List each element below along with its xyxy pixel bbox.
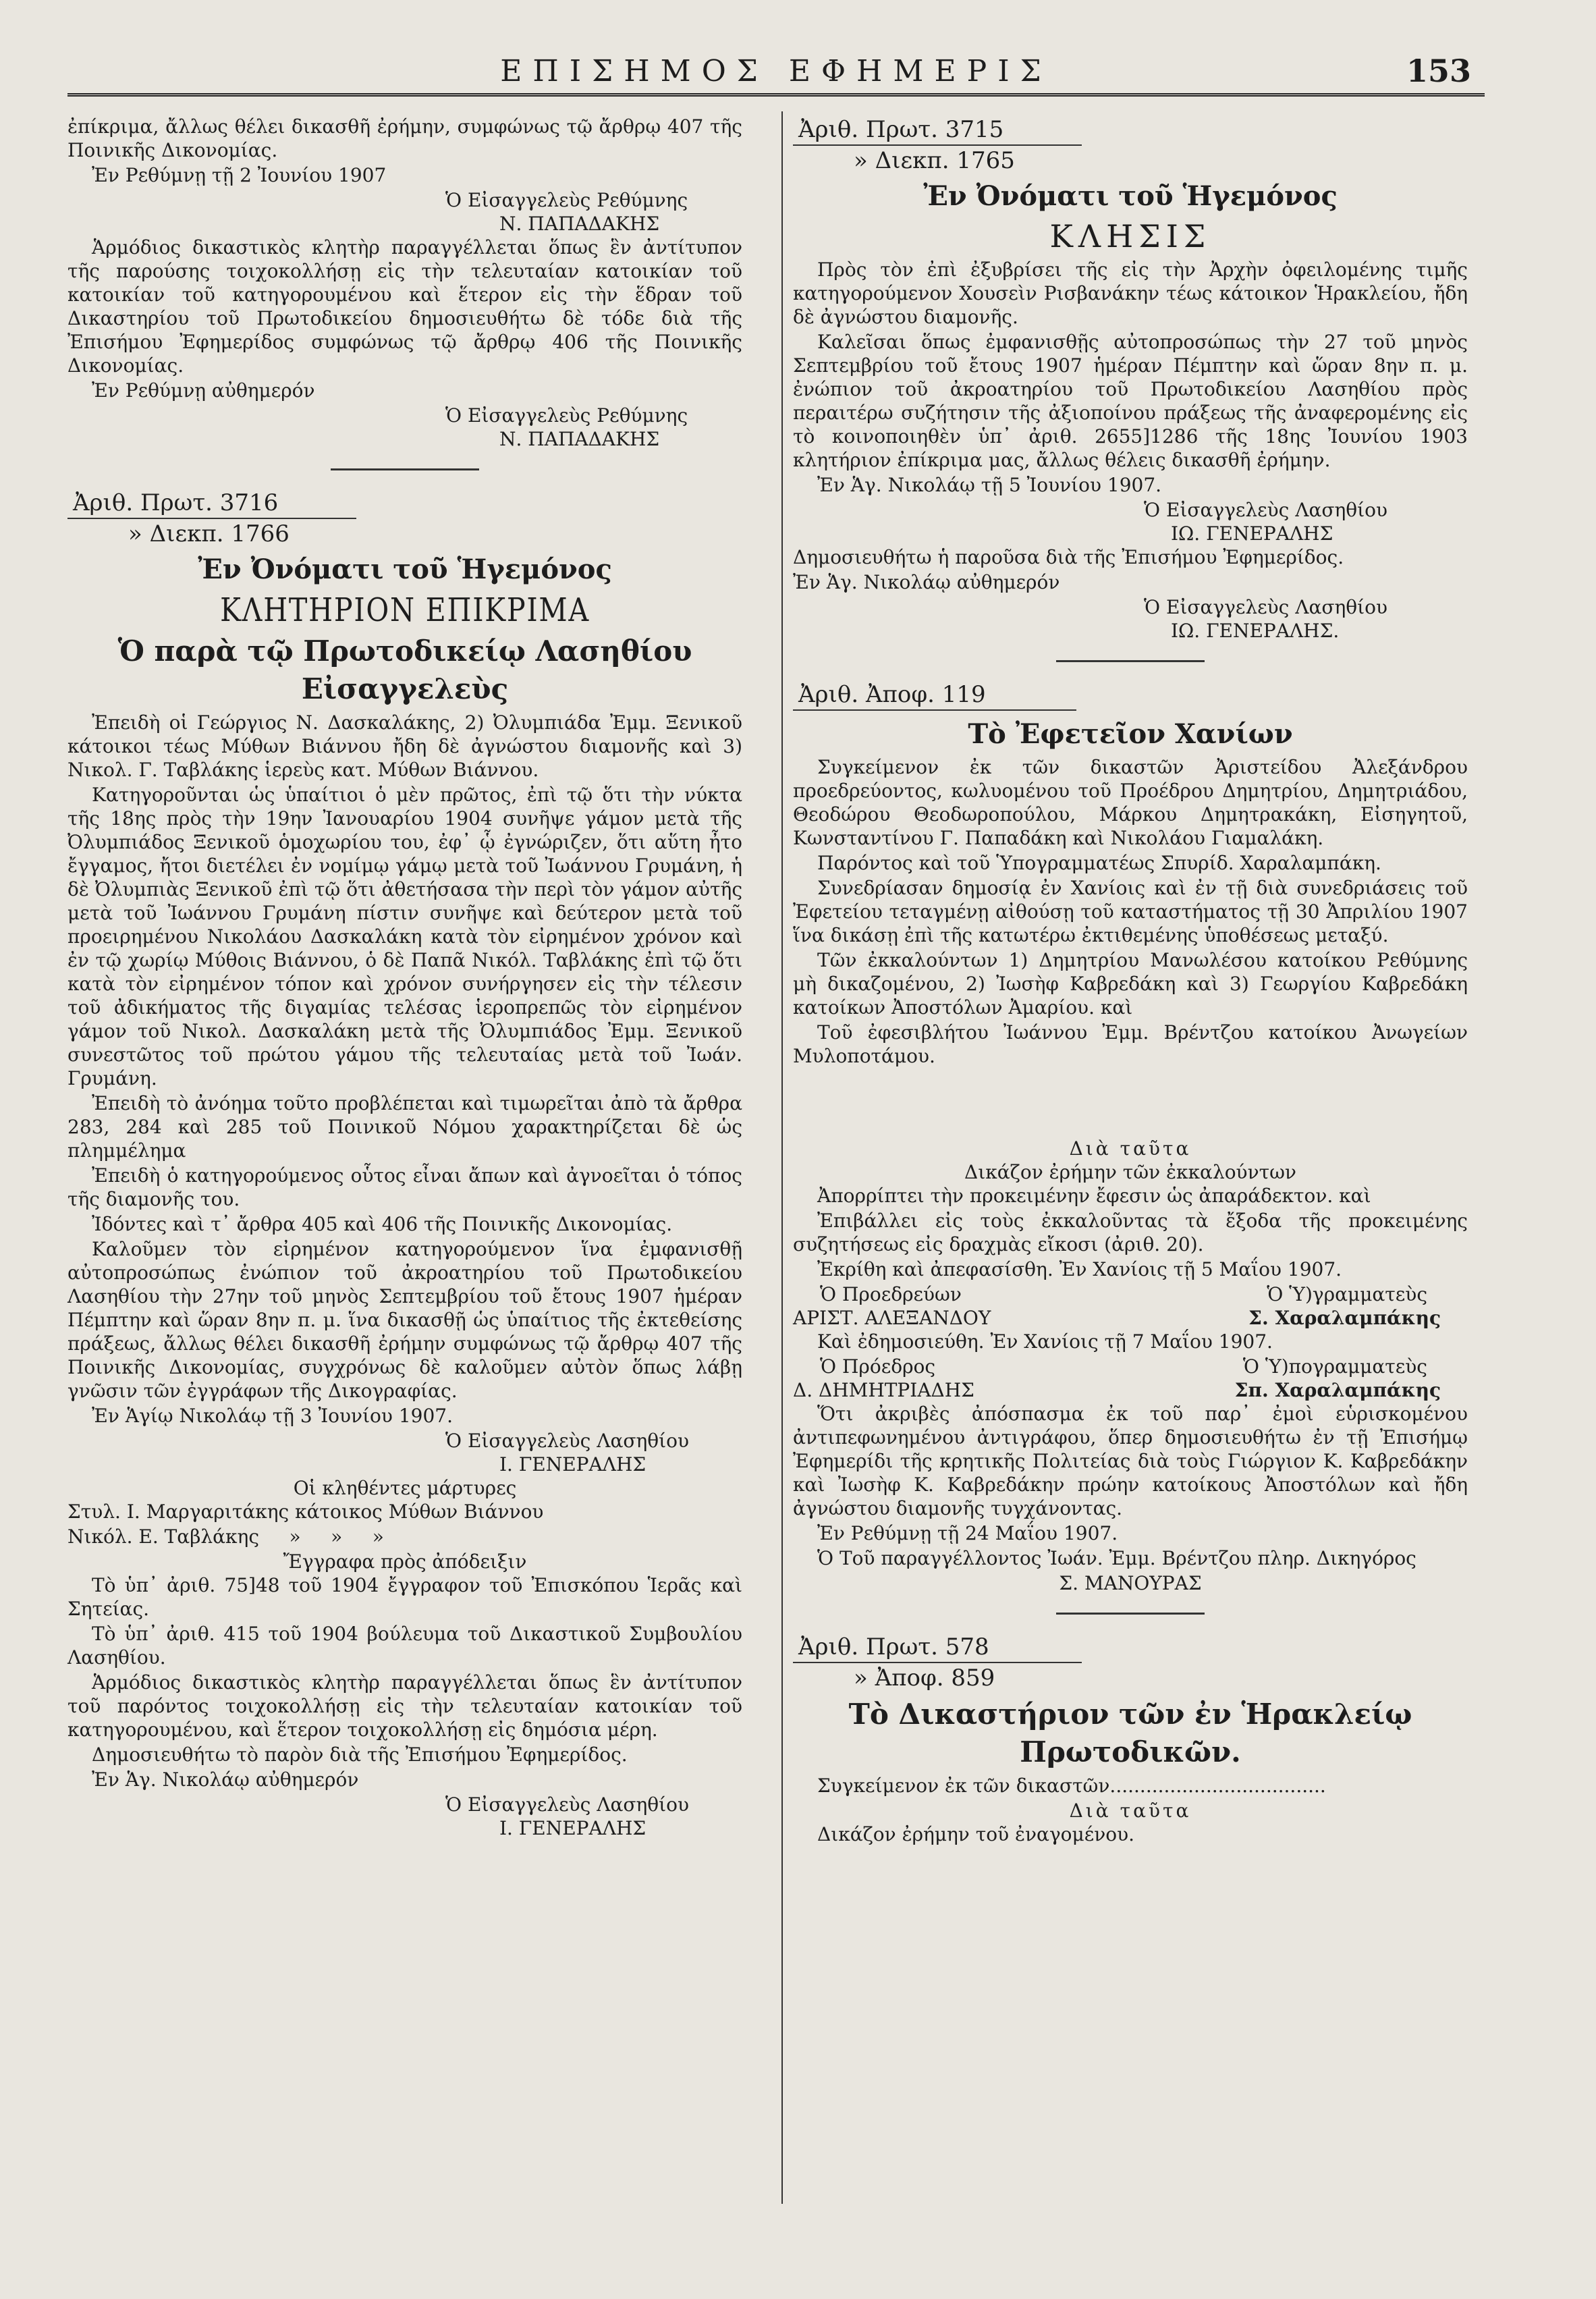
paragraph: Πρὸς τὸν ἐπὶ ἐξυβρίσει τῆς εἰς τὴν Ἀρχὴν ὀφειλομένης τιμῆς κατηγορούμενον Χουσεὶν Ρισβανάκην τέως κάτοικον Ἡρακλείου, ἤδη δὲ ἀγνώστου διαμονῆς.	[793, 259, 1468, 328]
paragraph: Ὅτι ἀκριβὲς ἀπόσπασμα ἐκ τοῦ παρ᾽ ἐμοὶ εὑρισκομένου ἀντιπεφωνημένου ἀντιγράφου, ὅπερ δημοσιευθήτω ἐν τῇ Ἐπισήμῳ Ἐφημερίδι τῆς κρητικῆς Πολιτείας διὰ τοὺς Γιώργιον Κ. Καβρεδάκην καὶ Ἰωσὴφ Κ. Καβρεδάκην πρώην κατοίκους Ἀποστόλων καὶ ἤδη ἀγνώστου διαμονῆς τυγχάνοντας.	[793, 1403, 1468, 1519]
signature-name: ΑΡΙΣΤ. ΑΛΕΞΑΝΔΟΥ	[793, 1307, 991, 1329]
court-heading: Τὸ Δικαστήριον τῶν ἐν Ἡρακλείῳ Πρωτοδικῶν.	[848, 1698, 1412, 1768]
protocol-number: Ἀριθ. Πρωτ. 3716	[67, 488, 356, 519]
paragraph: Ἐν Ἁγ. Νικολάῳ αὐθημερόν	[793, 571, 1060, 593]
paragraph: Συνεδρίασαν δημοσίᾳ ἐν Χανίοις καὶ ἐν τῇ διὰ συνεδριάσεις τοῦ Ἐφετείου τεταγμένῃ αἰθούσῃ τοῦ καταστήματος τῇ 30 Ἀπριλίου 1907 ἵνα δικάσῃ ἐπὶ τῆς κατωτέρω ἐκτιθεμένης ὑποθέσεως μεταξύ.	[793, 877, 1468, 946]
paragraph: Δημοσιευθήτω τὸ παρὸν διὰ τῆς Ἐπισήμου Ἐφημερίδος.	[92, 1743, 628, 1766]
paragraph: Παρόντος καὶ τοῦ Ὑπογραμματέως Σπυρίδ. Χαραλαμπάκη.	[817, 852, 1381, 874]
document-item: Τὸ ὑπ᾽ ἀριθ. 75]48 τοῦ 1904 ἔγγραφον τοῦ Ἐπισκόπου Ἱερᾶς καὶ Σητείας.	[67, 1574, 742, 1620]
signature-title: Ὁ Εἰσαγγελεὺς Λασηθίου	[445, 1430, 689, 1452]
signature-name: Σ. Χαραλαμπάκης	[1248, 1307, 1441, 1329]
paragraph: Ἐπειδὴ οἱ Γεώργιος Ν. Δασκαλάκης, 2) Ὀλυμπιάδα Ἐμμ. Ξενικοῦ κάτοικοι τέως Μύθων Βιάννου ἤδη δὲ ἀγνώστου διαμονῆς καὶ 3) Νικολ. Γ. Ταβλάκης ἱερεὺς κατ. Μύθων Βιάννου.	[67, 711, 742, 781]
paragraph: Ἰδόντες καὶ τ᾽ ἄρθρα 405 καὶ 406 τῆς Ποινικῆς Δικονομίας.	[92, 1213, 673, 1235]
documents-heading: Ἔγγραφα πρὸς ἀπόδειξιν	[283, 1550, 527, 1573]
page-title: ΕΠΙΣΗΜΟΣ ΕΦΗΜΕΡΙΣ	[500, 54, 1052, 88]
paragraph: Τοῦ ἐφεσιβλήτου Ἰωάννου Ἐμμ. Βρέντζου κατοίκου Ἀνωγείων Μυλοποτάμου.	[793, 1021, 1468, 1067]
decision-number: » Ἀποφ. 859	[854, 1665, 995, 1692]
paragraph: Ἐν Ρεθύμνῃ αὐθημερόν	[92, 379, 315, 402]
paragraph: Ἁρμόδιος δικαστικὸς κλητὴρ παραγγέλλεται ὅπως ἓν ἀντίτυπον τοῦ παρόντος τοιχοκολλήσῃ εἰς τὴν τελευταίαν κατοικίαν τοῦ κατηγορουμένου, καὶ ἕτερον τοιχοκολλήσῃ εἰς δημόσια μέρη.	[67, 1671, 742, 1741]
signature-name: ΙΩ. ΓΕΝΕΡΑΛΗΣ	[1171, 522, 1333, 545]
paragraph: Συγκείμενον ἐκ τῶν δικαστῶν Ἀριστείδου Ἀλεξάνδρου προεδρεύοντος, κωλυομένου τοῦ Προέδρου Δημητρίου, Δημητριάδου, Θεοδώρου Θεοδωροπούλου, Μάρκου Δημητρακάκη, Εἰσηγητοῦ, Κωνσταντίνου Γ. Παπαδάκη καὶ Νικολάου Γιαμαλάκη.	[793, 756, 1468, 849]
paragraph: Ἐν Ἁγίῳ Νικολάῳ τῇ 3 Ἰουνίου 1907.	[92, 1405, 453, 1427]
section-heading: Ἐν Ὀνόματι τοῦ Ἡγεμόνος	[923, 180, 1338, 212]
signature-title: Ὁ Ὑ)γραμματεὺς	[1267, 1283, 1427, 1305]
signature-title: Ὁ Προεδρεύων	[820, 1283, 962, 1305]
paragraph: Ἐκρίθη καὶ ἀπεφασίσθη. Ἐν Χανίοις τῇ 5 Μαΐου 1907.	[817, 1258, 1342, 1280]
paragraph: Καλεῖσαι ὅπως ἐμφανισθῇς αὐτοπροσώπως τὴν 27 τοῦ μηνὸς Σεπτεμβρίου τοῦ ἔτους 1907 ἡμέραν Πέμπτην καὶ ὥραν 8ην π. μ. ἐνώπιον τοῦ ἀκροατηρίου τοῦ Πρωτοδικείου Λασηθίου πρὸς περαιτέρω συζήτησιν τῆς ἀξιοποίνου πράξεως τῆς ἀναφερομένης εἰς τὸ κοινοποιηθὲν ὑπ᾽ ἀριθ. 2655]1286 τῆς 18ης Ἰουνίου 1903 κλητήριον ἐπίκριμα μας, ἄλλως θέλεις δικασθῆ ἐρήμην.	[793, 331, 1468, 471]
signature-title: Ὁ Εἰσαγγελεὺς Λασηθίου	[445, 1793, 689, 1816]
header-rule	[67, 93, 1485, 97]
section-separator	[1056, 1613, 1205, 1615]
paragraph: Ἐπιβάλλει εἰς τοὺς ἐκκαλοῦντας τὰ ἔξοδα τῆς προκειμένης συζητήσεως εἰς δραχμὰς εἴκοσι (ἀριθ. 20).	[793, 1210, 1468, 1255]
signature-title: Ὁ Τοῦ παραγγέλλοντος Ἰωάν. Ἐμμ. Βρέντζου πληρ. Δικηγόρος	[817, 1547, 1416, 1569]
dispatch-number: » Διεκπ. 1766	[128, 520, 290, 547]
paragraph: Ἐν Ἁγ. Νικολάῳ αὐθημερόν	[92, 1768, 359, 1791]
paragraph: Συγκείμενον ἐκ τῶν δικαστῶν....................................	[817, 1775, 1326, 1797]
paragraph: Δημοσιευθήτω ἡ παροῦσα διὰ τῆς Ἐπισήμου Ἐφημερίδος.	[793, 546, 1344, 568]
signature-title: Ὁ Εἰσαγγελεὺς Λασηθίου	[1144, 499, 1387, 521]
page-number: 153	[1406, 53, 1471, 89]
left-column	[67, 115, 742, 1840]
paragraph: Δικάζον ἐρήμην τοῦ ἐναγομένου.	[817, 1823, 1135, 1845]
signature-title: Ὁ Εἰσαγγελεὺς Ρεθύμνης	[445, 404, 688, 427]
signature-name: Σπ. Χαραλαμπάκης	[1234, 1379, 1441, 1401]
paragraph: Ἁρμόδιος δικαστικὸς κλητὴρ παραγγέλλεται ὅπως ἓν ἀντίτυπον τῆς παρούσης τοιχοκολλήσῃ εἰς τὴν τελευταίαν κατοικίαν τοῦ κατοικίαν τοῦ κατηγορουμένου καὶ ἕτερον εἰς τὴν ἕδραν τοῦ Δικαστηρίου τοῦ Πρωτοδικείου δημοσιευθήτω δὲ τόδε διὰ τῆς Ἐπισήμου Ἐφημερίδος συμφώνως τῷ ἄρθρῳ 406 τῆς Ποινικῆς Δικονομίας.	[67, 236, 742, 377]
paragraph: Καὶ ἐδημοσιεύθη. Ἐν Χανίοις τῇ 7 Μαΐου 1907.	[817, 1330, 1273, 1353]
rule	[793, 709, 1076, 711]
protocol-number: Ἀριθ. Πρωτ. 578	[793, 1632, 1082, 1663]
paragraph: Ἐπειδὴ ὁ κατηγορούμενος οὗτος εἶναι ἄπων καὶ ἀγνοεῖται ὁ τόπος τῆς διαμονῆς του.	[67, 1164, 742, 1210]
signature-name: Σ. ΜΑΝΟΥΡΑΣ	[1059, 1572, 1202, 1594]
signature-title: Ὁ Εἰσαγγελεὺς Λασηθίου	[1144, 596, 1387, 618]
section-separator	[1056, 660, 1205, 662]
paragraph: Κατηγοροῦνται ὡς ὑπαίτιοι ὁ μὲν πρῶτος, ἐπὶ τῷ ὅτι τὴν νύκτα τῆς 18ης πρὸς τὴν 19ην Ἰανουαρίου 1904 συνῆψε γάμον μετὰ τῆς Ὀλυμπιάδος Ξενικοῦ ὁμοχωρίου του, ἐφ᾽ ᾧ ἐγνώριζεν, ὅτι αὕτη ἦτο ἔγγαμος, ἤτοι διετέλει ἐν νομίμῳ γάμῳ μετὰ τοῦ Ἰωάννου Γρυμάνη, ἡ δὲ Ὀλυμπιὰς Ξενικοῦ ἐπὶ τῷ ὅτι ἀθετήσασα τὴν περὶ τὸν γάμον αὐτῆς μετὰ τοῦ Ἰωάννου Γρυμάνη πίστιν συνῆψε καὶ δεύτερον μετὰ τοῦ προειρημένου Νικολάου Δασκαλάκη κατὰ τὸν εἰρημένον χρόνον καὶ ἐν τῷ χωρίῳ Μύθοις Βιάννου, ὁ δὲ Παπᾶ Νικόλ. Ταβλάκης ἐπὶ τῷ ὅτι κατὰ τὸν εἰρημένον τόπον καὶ χρόνον συνήργησεν εἰς τὴν τέλεσιν τοῦ ἀδικήματος τῆς διγαμίας τελέσας ἱεροπρεπῶς τὸν εἰρημένον γάμον τοῦ Νικολ. Δασκαλάκη μετὰ τῆς Ὀλυμπιάδος Ἐμμ. Ξενικοῦ συνεστῶτος τοῦ πρώτου γάμου τῆς τελευταίας μετὰ τοῦ Ἰωάν. Γρυμάνη.	[67, 784, 742, 1089]
dispatch-number: » Διεκπ. 1765	[854, 147, 1015, 174]
right-column	[793, 115, 1468, 1847]
signature-title: Ὁ Εἰσαγγελεὺς Ρεθύμνης	[445, 189, 688, 211]
decision-number: Ἀριθ. Ἀποφ. 119	[798, 681, 986, 708]
paragraph: Καλοῦμεν τὸν εἰρημένον κατηγορούμενον ἵνα ἐμφανισθῇ αὐτοπροσώπως ἐνώπιον τοῦ ἀκροατηρίου τοῦ Πρωτοδικείου Λασηθίου τὴν 27ην τοῦ μηνὸς Σεπτεμβρίου τοῦ ἔτους 1907 ἡμέραν Πέμπτην καὶ ὥραν 8ην π. μ. ἵνα δικασθῇ ὡς ὑπαίτιος τῆς ἐκτεθείσης πράξεως, ἄλλως θέλει δικασθῆ ἐρήμην συμφώνως τῷ ἄρθρῳ 407 τῆς Ποινικῆς Δικονομίας, συγχρόνως δὲ καλοῦμεν αὐτὸν ὅπως λάβῃ γνῶσιν τῶν ἐγγράφων τῆς Δικογραφίας.	[67, 1238, 742, 1402]
signature-title: Ὁ Ὑ)πογραμματεὺς	[1242, 1355, 1427, 1378]
court-heading: Ὁ παρὰ τῷ Πρωτοδικείῳ Λασηθίου Εἰσαγγελεὺς	[117, 634, 692, 705]
signature-name: Ι. ΓΕΝΕΡΑΛΗΣ	[499, 1453, 646, 1476]
paragraph: Ἐπειδὴ τὸ ἀνόημα τοῦτο προβλέπεται καὶ τιμωρεῖται ἀπὸ τὰ ἄρθρα 283, 284 καὶ 285 τοῦ Ποινικοῦ Νόμου χαρακτηρίζεται δὲ ὡς πλημμέλημα	[67, 1092, 742, 1162]
spacer	[793, 1069, 1468, 1137]
witness-heading: Οἱ κληθέντες μάρτυρες	[293, 1477, 517, 1499]
signature-name: Ν. ΠΑΠΑΔΑΚΗΣ	[499, 428, 660, 450]
document-item: Τὸ ὑπ᾽ ἀριθ. 415 τοῦ 1904 βούλευμα τοῦ Δικαστικοῦ Συμβουλίου Λασηθίου.	[67, 1623, 742, 1669]
paragraph: Τῶν ἐκκαλούντων 1) Δημητρίου Μανωλέσου κατοίκου Ρεθύμνης μὴ δικαζομένου, 2) Ἰωσὴφ Καβρεδάκη καὶ 3) Γεωργίου Καβρεδάκη κατοίκων Ἀποστόλων Ἀμαρίου. καὶ	[793, 949, 1468, 1019]
subheading: Δικάζον ἐρήμην τῶν ἐκκαλούντων	[964, 1161, 1296, 1183]
signature-row	[793, 1306, 1468, 1330]
signature-name: Ν. ΠΑΠΑΔΑΚΗΣ	[499, 213, 660, 235]
court-heading: Τὸ Ἐφετεῖον Χανίων	[968, 718, 1293, 750]
signature-row	[793, 1355, 1468, 1378]
section-heading: Ἐν Ὀνόματι τοῦ Ἡγεμόνος	[198, 553, 612, 585]
subheading: Διὰ ταῦτα	[1069, 1137, 1192, 1160]
paragraph: Ἐν Ρεθύμνῃ τῇ 2 Ἰουνίου 1907	[92, 164, 387, 186]
protocol-number: Ἀριθ. Πρωτ. 3715	[793, 115, 1082, 146]
signature-row	[793, 1378, 1468, 1402]
signature-title: Ὁ Πρόεδρος	[820, 1355, 936, 1378]
page-header	[67, 47, 1485, 101]
subheading: Διὰ ταῦτα	[1069, 1800, 1192, 1822]
paragraph: Ἀπορρίπτει τὴν προκειμένην ἔφεσιν ὡς ἀπαράδεκτον. καὶ	[817, 1185, 1371, 1207]
witness-item: Στυλ. Ι. Μαργαριτάκης κάτοικος Μύθων Βιάννου	[67, 1500, 544, 1523]
document-title: ΚΛΗΣΙΣ	[1049, 218, 1211, 254]
signature-name: ΙΩ. ΓΕΝΕΡΑΛΗΣ.	[1171, 620, 1340, 642]
signature-name: Δ. ΔΗΜΗΤΡΙΑΔΗΣ	[793, 1379, 974, 1401]
signature-row	[793, 1282, 1468, 1306]
witness-item: Νικόλ. Ε. Ταβλάκης » » »	[67, 1525, 384, 1548]
column-divider	[781, 111, 783, 2204]
document-title: ΚΛΗΤΗΡΙΟΝ ΕΠΙΚΡΙΜΑ	[220, 591, 590, 629]
paragraph: ἐπίκριμα, ἄλλως θέλει δικασθῆ ἐρήμην, συμφώνως τῷ ἄρθρῳ 407 τῆς Ποινικῆς Δικονομίας.	[67, 115, 742, 161]
section-separator	[331, 468, 479, 470]
paragraph: Ἐν Ἁγ. Νικολάῳ τῇ 5 Ἰουνίου 1907.	[817, 474, 1162, 496]
paragraph: Ἐν Ρεθύμνῃ τῇ 24 Μαΐου 1907.	[817, 1522, 1118, 1544]
signature-name: Ι. ΓΕΝΕΡΑΛΗΣ	[499, 1817, 646, 1839]
